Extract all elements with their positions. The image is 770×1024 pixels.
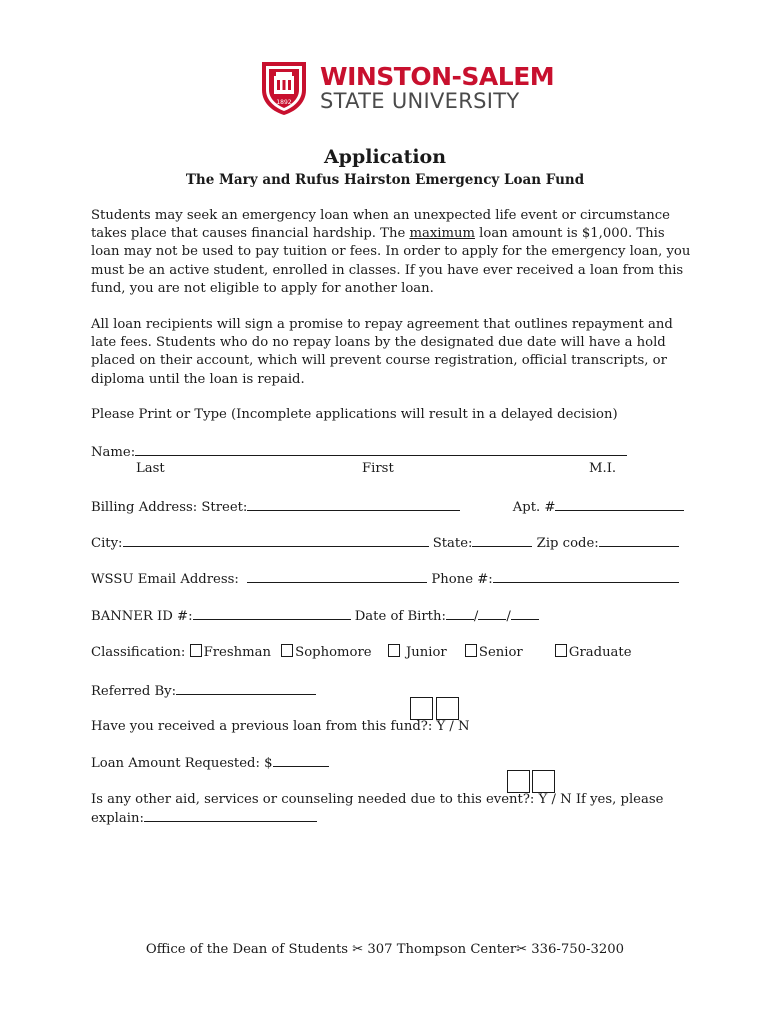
name-row (91, 443, 627, 462)
previous-loan-no-box[interactable] (436, 697, 459, 720)
referred-by-row (91, 682, 316, 701)
dob-year-field[interactable] (511, 607, 539, 620)
classification-label: Classification: (91, 645, 190, 660)
city-field[interactable] (123, 534, 429, 547)
previous-loan-question: Have you received a previous loan from this fund?: Y / N (91, 719, 470, 734)
street-field[interactable] (247, 498, 460, 511)
footer-location: 307 Thompson Center (367, 942, 517, 957)
senior-option: Senior (478, 645, 523, 660)
junior-option: Junior (405, 645, 447, 660)
scissors-icon: ✂ (516, 942, 528, 957)
graduate-option: Graduate (568, 645, 632, 660)
last-name-caption: Last (136, 461, 165, 476)
referred-by-field[interactable] (176, 682, 316, 695)
email-phone-row (91, 570, 679, 589)
loan-amount-row (91, 754, 329, 773)
previous-loan-yes-box[interactable] (410, 697, 433, 720)
phone-field[interactable] (493, 570, 679, 583)
sophomore-option: Sophomore (295, 645, 372, 660)
loan-amount-label: Loan Amount Requested: $ (91, 756, 273, 771)
city-state-zip-row (91, 534, 679, 553)
banner-id-field[interactable] (193, 607, 351, 620)
name-field[interactable] (135, 443, 627, 456)
banner-id-label: BANNER ID #: (91, 609, 193, 624)
graduate-checkbox[interactable] (555, 644, 567, 657)
dob-label: Date of Birth: (354, 609, 446, 624)
seal-year: 1892 (276, 99, 292, 106)
logo-university-type: STATE UNIVERSITY (320, 89, 520, 113)
city-label: City: (91, 536, 123, 551)
zip-field[interactable] (599, 534, 679, 547)
first-name-caption: First (362, 461, 394, 476)
other-aid-yes-box[interactable] (507, 770, 530, 793)
other-aid-question: Is any other aid, services or counseling needed due to this event?: Y / N If yes, please (91, 792, 664, 807)
street-label: Billing Address: Street: (91, 500, 248, 515)
zip-label: Zip code: (536, 536, 599, 551)
apt-label: Apt. # (512, 500, 556, 515)
repayment-paragraph: All loan recipients will sign a promise to repay agreement that outlines repayment and late fees. Students who do no repay loans by the designated due date will have a hold placed on their account, which will prevent course registration, official transcripts, or diploma until the loan is repaid. (91, 317, 673, 387)
explain-label: explain: (91, 811, 144, 826)
logo-university-name: WINSTON-SALEM (320, 62, 555, 91)
dob-day-field[interactable] (478, 607, 506, 620)
email-label: WSSU Email Address: (91, 572, 244, 587)
explain-field[interactable] (144, 809, 317, 822)
state-label: State: (432, 536, 473, 551)
name-label: Name: (91, 445, 136, 460)
maximum-word: maximum (409, 226, 475, 242)
referred-by-label: Referred By: (91, 684, 177, 699)
instructions-text: Please Print or Type (Incomplete applications will result in a delayed decision) (91, 407, 618, 422)
freshman-checkbox[interactable] (190, 644, 202, 657)
other-aid-no-box[interactable] (532, 770, 555, 793)
classification-row (91, 644, 632, 662)
state-field[interactable] (472, 534, 532, 547)
footer-contact (0, 942, 770, 957)
intro-paragraph: Students may seek an emergency loan when an unexpected life event or circumstance takes place that causes financial hardship. The maximum loan amount is $1,000. This loan may not be used to pay tuition or fees. In order to apply for the emergency loan, you must be an active student, enrolled in classes. If you have ever received a loan from this fund, you are not eligible to apply for another loan. (91, 208, 691, 296)
page-subtitle: The Mary and Rufus Hairston Emergency Loan Fund (185, 172, 585, 188)
freshman-option: Freshman (203, 645, 271, 660)
email-field[interactable] (247, 570, 427, 583)
middle-initial-caption: M.I. (589, 461, 617, 476)
page-title: Application (323, 146, 447, 168)
junior-checkbox[interactable] (388, 644, 400, 657)
senior-checkbox[interactable] (465, 644, 477, 657)
dob-month-field[interactable] (446, 607, 474, 620)
banner-dob-row: BANNER ID #: Date of Birth: / / (91, 607, 539, 626)
phone-label: Phone #: (431, 572, 493, 587)
explain-row (91, 809, 317, 828)
university-seal-icon (260, 60, 308, 116)
loan-amount-field[interactable] (273, 754, 329, 767)
scissors-icon: ✂ (352, 942, 364, 957)
billing-address-row (91, 498, 684, 517)
university-logo (260, 60, 554, 116)
footer-office: Office of the Dean of Students (145, 942, 349, 957)
footer-phone: 336-750-3200 (531, 942, 625, 957)
apt-field[interactable] (555, 498, 684, 511)
sophomore-checkbox[interactable] (281, 644, 293, 657)
